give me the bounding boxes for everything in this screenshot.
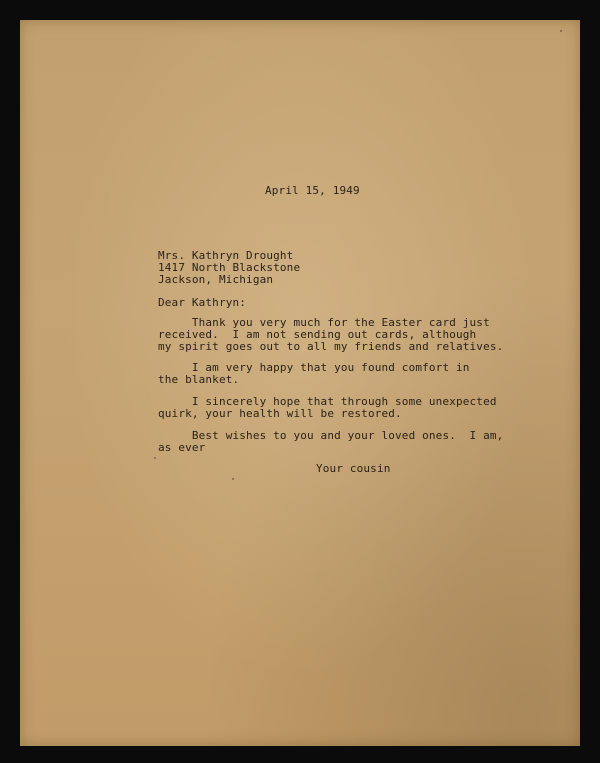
paragraph-line: Best wishes to you and your loved ones. I am,: [158, 429, 504, 442]
address-line: Mrs. Kathryn Drought: [158, 249, 294, 262]
body-paragraph: [158, 396, 497, 420]
salutation: Dear Kathryn:: [158, 296, 247, 309]
body-paragraph: [158, 430, 503, 454]
paragraph-line: as ever: [158, 441, 206, 454]
paragraph-line: received. I am not sending out cards, although: [158, 328, 477, 341]
body-paragraph: [158, 317, 503, 353]
recipient-address: [158, 250, 300, 286]
paper-speck: [232, 478, 234, 480]
address-line: 1417 North Blackstone: [158, 261, 301, 274]
paragraph-line: I sincerely hope that through some unexpected: [158, 395, 497, 408]
paragraph-line: I am very happy that you found comfort in: [158, 361, 470, 374]
letter-page: [20, 20, 580, 746]
paragraph-line: Thank you very much for the Easter card just: [158, 316, 490, 329]
paragraph-line: my spirit goes out to all my friends and relatives.: [158, 340, 504, 353]
paragraph-line: the blanket.: [158, 373, 240, 386]
paragraph-line: quirk, your health will be restored.: [158, 407, 402, 420]
body-paragraph: [158, 362, 470, 386]
letter-date: April 15, 1949: [265, 184, 360, 197]
paper-speck: [154, 457, 156, 459]
address-line: Jackson, Michigan: [158, 273, 274, 286]
letter-closing: Your cousin: [316, 462, 391, 475]
paper-speck: [560, 30, 562, 32]
